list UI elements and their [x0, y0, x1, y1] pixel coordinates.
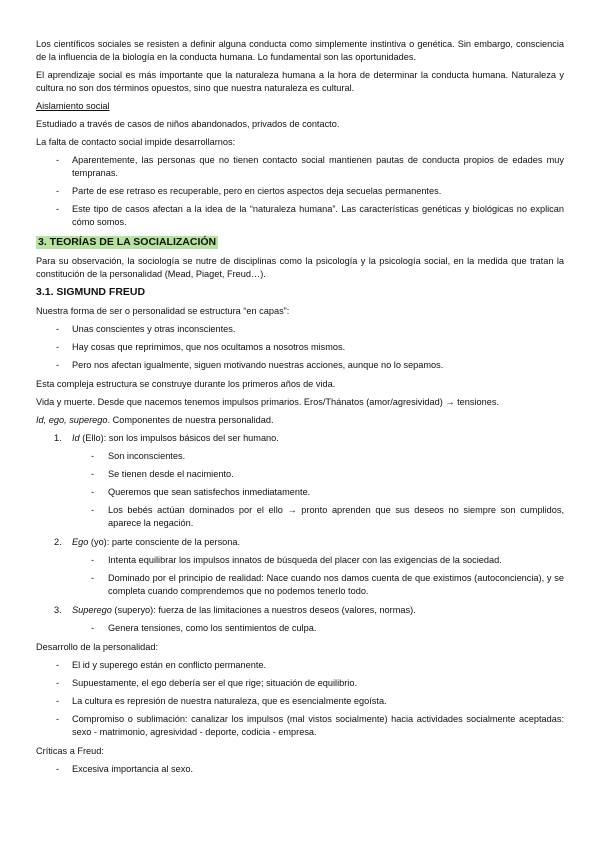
term-description: (superyo): fuerza de las limitaciones a nuestros deseos (valores, normas).: [111, 605, 416, 615]
estructura-paragraph: Esta compleja estructura se construye durante los primeros años de vida.: [36, 379, 336, 389]
capas-intro: Nuestra forma de ser o personalidad se estructura “en capas”:: [36, 306, 290, 316]
aislamiento-list: [36, 154, 564, 229]
term-ego: Ego: [72, 537, 89, 547]
list-item: - El id y superego están en conflicto permanente.: [36, 659, 564, 672]
numbered-item-superego: [36, 604, 564, 635]
list-item: - La cultura es represión de nuestra naturaleza, que es esencialmente egoísta.: [36, 695, 564, 708]
teorias-heading-wrap: [36, 235, 564, 255]
list-item: - Compromiso o sublimación: canalizar los impulsos (mal vistos socialmente) hacia actividades socialmente aceptadas: sexo - matrimonio, agresividad - deporte, codicia - empresa.: [36, 713, 564, 739]
criticas-list: [36, 763, 564, 776]
list-item: - Aparentemente, las personas que no tienen contacto social mantienen pautas de conducta propios de edades muy tempranas.: [36, 154, 564, 180]
criticas-intro: Críticas a Freud:: [36, 746, 104, 756]
desarrollo-list: [36, 659, 564, 739]
list-item: - Se tienen desde el nacimiento.: [36, 468, 564, 481]
vida-muerte-paragraph: Vida y muerte. Desde que nacemos tenemos impulsos primarios. Eros/Thánatos (amor/agresividad) → tensiones.: [36, 397, 499, 407]
componentes-paragraph: [36, 414, 564, 427]
list-item: - Supuestamente, el ego debería ser el que rige; situación de equilibrio.: [36, 677, 564, 690]
componentes-list: [36, 432, 564, 635]
numbered-item-id: [36, 432, 564, 530]
aislamiento-paragraph-2: La falta de contacto social impide desarrollarnos:: [36, 137, 236, 147]
number-marker: 3.: [54, 605, 62, 615]
number-marker: 2.: [54, 537, 62, 547]
document-page: [36, 38, 564, 782]
term-superego: Superego: [72, 605, 112, 615]
list-item: - Genera tensiones, como los sentimientos de culpa.: [36, 622, 564, 635]
term-description: (yo): parte consciente de la persona.: [88, 537, 241, 547]
componentes-italic: Id, ego, superego: [36, 415, 108, 425]
freud-heading: 3.1. SIGMUND FREUD: [36, 286, 146, 298]
intro-paragraph-2: El aprendizaje social es más importante que la naturaleza humana a la hora de determinar la conducta humana. Naturaleza y cultura no son dos términos opuestos, sino que nuestra naturaleza es cultural.: [36, 70, 564, 93]
term-id: Id: [72, 433, 80, 443]
list-item: - Dominado por el principio de realidad: Nace cuando nos damos cuenta de que existimos (autoconciencia), y se completa cuando comprendemos que no podemos tenerlo todo.: [36, 572, 564, 598]
componentes-rest: . Componentes de nuestra personalidad.: [107, 415, 274, 425]
aislamiento-heading: Aislamiento social: [36, 101, 110, 111]
numbered-row: [36, 536, 564, 549]
list-item: - Pero nos afectan igualmente, siguen motivando nuestras acciones, aunque no lo sepamos.: [36, 359, 564, 372]
numbered-item-ego: [36, 536, 564, 598]
list-item: - Intenta equilibrar los impulsos innatos de búsqueda del placer con las exigencias de la sociedad.: [36, 554, 564, 567]
list-item: - Este tipo de casos afectan a la idea de la “naturaleza humana”. Las características genéticas y biológicas no explican cómo somos.: [36, 203, 564, 229]
intro-paragraph-1: Los científicos sociales se resisten a definir alguna conducta como simplemente instintiva o genética. Sin embargo, consciencia de la influencia de la biología en la conducta humana. Lo fundamental son las oportunidades.: [36, 39, 564, 62]
teorias-paragraph: Para su observación, la sociología se nutre de disciplinas como la psicología y la psicología social, en la medida que tratan la constitución de la personalidad (Mead, Piaget, Freud…).: [36, 256, 564, 279]
list-item: - Los bebés actúan dominados por el ello → pronto aprenden que sus deseos no siempre son cumplidos, aparece la negación.: [36, 504, 564, 530]
list-item: - Unas conscientes y otras inconscientes.: [36, 323, 564, 336]
list-item: - Parte de ese retraso es recuperable, pero en ciertos aspectos deja secuelas permanentes.: [36, 185, 564, 198]
teorias-heading: 3. TEORÍAS DE LA SOCIALIZACIÓN: [38, 236, 217, 248]
capas-list: [36, 323, 564, 372]
list-item: - Excesiva importancia al sexo.: [36, 763, 564, 776]
desarrollo-intro: Desarrollo de la personalidad:: [36, 642, 159, 652]
ego-sublist: [36, 554, 564, 598]
aislamiento-paragraph-1: Estudiado a través de casos de niños abandonados, privados de contacto.: [36, 119, 340, 129]
id-sublist: [36, 450, 564, 530]
list-item: - Hay cosas que reprimimos, que nos ocultamos a nosotros mismos.: [36, 341, 564, 354]
numbered-row: [36, 604, 564, 617]
list-item: - Son inconscientes.: [36, 450, 564, 463]
term-description: (Ello): son los impulsos básicos del ser humano.: [79, 433, 279, 443]
numbered-row: [36, 432, 564, 445]
superego-sublist: [36, 622, 564, 635]
list-item: - Queremos que sean satisfechos inmediatamente.: [36, 486, 564, 499]
number-marker: 1.: [54, 433, 62, 443]
